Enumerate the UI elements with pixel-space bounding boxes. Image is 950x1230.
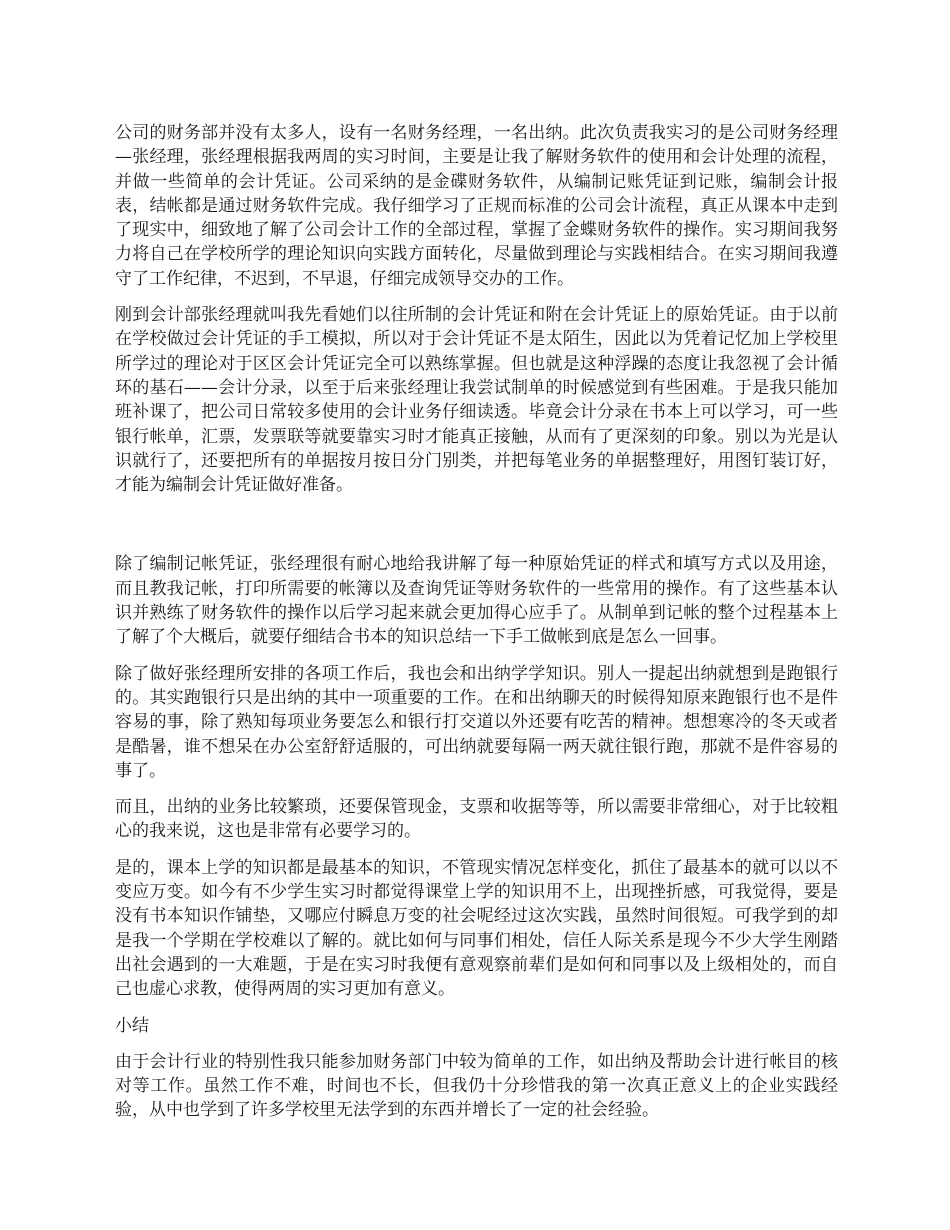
paragraph-2: 刚到会计部张经理就叫我先看她们以往所制的会计凭证和附在会计凭证上的原始凭证。由于以前在学校做过会计凭证的手工模拟，所以对于会计凭证不是太陌生，因此以为凭着记忆加上学校里所学过的理论对于区区会计凭证完全可以熟练掌握。但也就是这种浮躁的态度让我忽视了会计循环的基石——会计分录，以至于后来张经理让我尝试制单的时候感觉到有些困难。于是我只能加班补课了，把公司日常较多使用的会计业务仔细读透。毕竟会计分录在书本上可以学习，可一些银行帐单，汇票，发票联等就要靠实习时才能真正接触，从而有了更深刻的印象。别以为光是认识就行了，还要把所有的单据按月按日分门别类，并把每笔业务的单据整理好，用图钉装订好，才能为编制会计凭证做好准备。 <box>115 305 838 496</box>
paragraph-6: 是的，课本上学的知识都是最基本的知识，不管现实情况怎样变化，抓住了最基本的就可以以不变应万变。如今有不少学生实习时都觉得课堂上学的知识用不上，出现挫折感，可我觉得，要是没有书本知识作铺垫，又哪应付瞬息万变的社会呢经过这次实践，虽然时间很短。可我学到的却是我一个学期在学校难以了解的。就比如何与同事们相处，信任人际关系是现今不少大学生刚踏出社会遇到的一大难题，于是在实习时我便有意观察前辈们是如何和同事以及上级相处的，而自己也虚心求教，使得两周的实习更加有意义。 <box>115 857 838 1000</box>
section-heading-summary: 小结 <box>115 1015 149 1036</box>
paragraph-4: 除了做好张经理所安排的各项工作后，我也会和出纳学学知识。别人一提起出纳就想到是跑银行的。其实跑银行只是出纳的其中一项重要的工作。在和出纳聊天的时候得知原来跑银行也不是件容易的事，除了熟知每项业务要怎么和银行打交道以外还要有吃苦的精神。想想寒冷的冬天或者是酷暑，谁不想呆在办公室舒舒适服的，可出纳就要每隔一两天就往银行跑，那就不是件容易的事了。 <box>115 663 838 781</box>
paragraph-5: 而且，出纳的业务比较繁琐，还要保管现金，支票和收据等等，所以需要非常细心，对于比较粗心的我来说，这也是非常有必要学习的。 <box>115 797 838 842</box>
paragraph-8: 由于会计行业的特别性我只能参加财务部门中较为简单的工作，如出纳及帮助会计进行帐目的核对等工作。虽然工作不难，时间也不长，但我仍十分珍惜我的第一次真正意义上的企业实践经验，从中也学到了许多学校里无法学到的东西并增长了一定的社会经验。 <box>115 1051 838 1121</box>
paragraph-3: 除了编制记帐凭证，张经理很有耐心地给我讲解了每一种原始凭证的样式和填写方式以及用途，而且教我记帐，打印所需要的帐簿以及查询凭证等财务软件的一些常用的操作。有了这些基本认识并熟练了财务软件的操作以后学习起来就会更加得心应手了。从制单到记帐的整个过程基本上了解了个大概后，就要仔细结合书本的知识总结一下手工做帐到底是怎么一回事。 <box>115 554 838 648</box>
document-body <box>115 121 838 1123</box>
paragraph-1: 公司的财务部并没有太多人，设有一名财务经理，一名出纳。此次负责我实习的是公司财务经理—张经理，张经理根据我两周的实习时间，主要是让我了解财务软件的使用和会计处理的流程，并做一些简单的会计凭证。公司采纳的是金碟财务软件，从编制记账凭证到记账，编制会计报表，结帐都是通过财务软件完成。我仔细学习了正规而标准的公司会计流程，真正从课本中走到了现实中，细致地了解了公司会计工作的全部过程，掌握了金蝶财务软件的操作。实习期间我努力将自己在学校所学的理论知识向实践方面转化，尽量做到理论与实践相结合。在实习期间我遵守了工作纪律，不迟到，不早退，仔细完成领导交办的工作。 <box>115 123 838 289</box>
